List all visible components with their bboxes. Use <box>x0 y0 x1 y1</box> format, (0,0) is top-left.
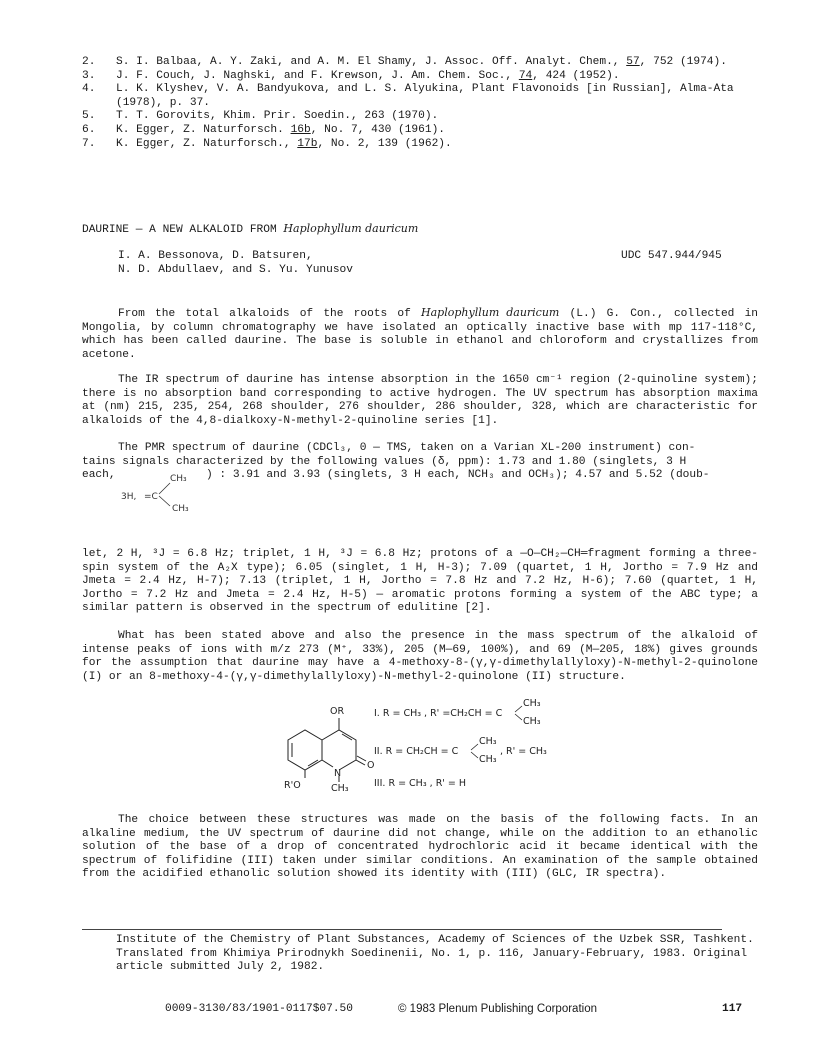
udc-code: UDC 547.944/945 <box>621 250 722 262</box>
ch3-label: CH₃ <box>523 716 541 727</box>
paragraph-conclusion: The choice between these structures was made on the basis of the following facts. In an alkaline medium, the UV spectrum of daurine did not change, while on the addition to an ethanolic solution of the base of a drop of concentrated hydrochloric acid it became identical with the spectrum of folifidine (III) taken under similar conditions. An examination of the sample obtained from the acidified ethanolic solution showed its identity with (III) (GLC, IR spectra). <box>82 814 758 881</box>
compound-iii-definition: III. R = CH₃ , R' = H <box>374 778 467 789</box>
ch3-label: CH₃ <box>172 504 189 514</box>
carbonyl-o-label: O <box>367 760 375 771</box>
quinolone-ring <box>288 718 366 782</box>
reference-number: 2. <box>82 56 96 68</box>
n-methyl-label: CH₃ <box>331 783 349 794</box>
reference-item <box>82 124 762 138</box>
reference-text: S. I. Balbaa, A. Y. Zaki, and A. M. El Shamy, J. Assoc. Off. Analyt. Chem., 57, 752 (1974). <box>116 56 727 68</box>
ch3-label: CH₃ <box>523 698 541 709</box>
footer-code: 0009-3130/83/1901-0117$07.50 <box>165 1003 353 1015</box>
compound-ii-definition: II. R = CH₂CH = C <box>374 746 459 757</box>
reference-text: J. F. Couch, J. Naghski, and F. Krewson, J. Am. Chem. Soc., 74, 424 (1952). <box>116 69 620 82</box>
paragraph-pmr-cont: let, 2 H, ³J = 6.8 Hz; triplet, 1 H, ³J = 6.8 Hz; protons of a —O—CH₂—CH═fragment forming a three-spin system of the A₂X type); 6.05 (singlet, 1 H, H-3); 7.09 (quartet, 1 H, Jortho = 7.9 Hz and Jmeta = 2.4 Hz, H-7); 7.13 (triplet, 1 H, Jortho = 7.8 Hz and 7.2 Hz, H-6); 7.60 (quartet, 1 H, Jortho = 7.2 Hz and Jmeta = 2.4 Hz, H-5) — aromatic protons forming a system of the ABC type; a similar pattern is observed in the spectrum of edulitine [2]. <box>82 548 758 615</box>
reference-number: 5. <box>82 110 96 123</box>
paragraph-intro: From the total alkaloids of the roots of Haplophyllum dauricum (L.) G. Con., collected in Mongolia, by column chromatography we have isolated an optically inactive base with mp 117-118°C, which has been called daurine. The base is soluble in ethanol and chloroform and crystallizes from acetone. <box>82 306 758 361</box>
footnote-divider <box>82 929 722 930</box>
pmr-line: The PMR spectrum of daurine (CDCl₃, 0 — TMS, taken on a Varian XL-200 instrument) con- <box>118 442 696 454</box>
reference-text: L. K. Klyshev, V. A. Bandyukova, and L. S. Alyukina, Plant Flavonoids [in Russian], Alma-Ata (1978), p. 37. <box>116 83 734 109</box>
reference-list <box>82 56 762 151</box>
reference-number: 7. <box>82 137 96 150</box>
or-label: OR <box>330 706 345 717</box>
footnote: Institute of the Chemistry of Plant Substances, Academy of Sciences of the Uzbek SSR, Tashkent. Translated from Khimiya Prirodnykh Soedinenii, No. 1, p. 116, January-February, 1983. Original article submitted July 2, 1982. <box>116 934 754 974</box>
ch3-label: CH₃ <box>479 754 497 765</box>
reference-text: K. Egger, Z. Naturforsch. 16b, No. 7, 430 (1961). <box>116 123 445 136</box>
quinolone-structure-figure <box>268 690 568 794</box>
footer-copyright: © 1983 Plenum Publishing Corporation <box>398 1003 597 1015</box>
ch3-label: CH₃ <box>170 474 187 484</box>
h3-label: 3H, <box>121 492 137 502</box>
isopropylidene-group <box>116 466 216 516</box>
ch3-label: CH₃ <box>479 736 497 747</box>
reference-item <box>82 70 762 84</box>
reference-item <box>82 138 762 152</box>
authors-line: N. D. Abdullaev, and S. Yu. Yunusov <box>118 263 353 276</box>
reference-number: 6. <box>82 123 96 136</box>
pmr-line: each, ) : 3.91 and 3.93 (singlets, 3 H each, NCH₃ and OCH₃); 4.57 and 5.52 (doub- <box>82 469 710 482</box>
reference-number: 4. <box>82 83 96 96</box>
compound-ii-r-prime: , R' = CH₃ <box>500 746 547 757</box>
authors-line: I. A. Bessonova, D. Batsuren, <box>118 250 313 262</box>
compound-i-definition: I. R = CH₃ , R' =CH₂CH = C <box>374 708 503 719</box>
reference-item <box>82 56 762 70</box>
reference-text: T. T. Gorovits, Khim. Prir. Soedin., 263 (1970). <box>116 110 439 123</box>
r-prime-o-label: R'O <box>284 780 301 791</box>
nitrogen-label: N <box>334 768 342 779</box>
article-title: DAURINE — A NEW ALKALOID FROM Haplophyllum dauricum <box>82 222 419 236</box>
page-number: 117 <box>722 1003 743 1015</box>
title-species: Haplophyllum dauricum <box>283 222 419 235</box>
reference-item <box>82 110 762 124</box>
paragraph-mass-spec: What has been stated above and also the presence in the mass spectrum of the alkaloid of intense peaks of ions with m/z 273 (M⁺, 33%), 205 (M—69, 100%), and 69 (M—205, 18%) gives grounds for the assumption that daurine may have a 4-methoxy-8-(γ,γ-dimethylallyloxy)-N-methyl-2-quinolone (I) or an 8-methoxy-4-(γ,γ-dimethylallyloxy)-N-methyl-2-quinolone (II) structure. <box>82 630 758 683</box>
author-list <box>118 250 353 277</box>
paragraph-ir-uv: The IR spectrum of daurine has intense absorption in the 1650 cm⁻¹ region (2-quinoline system); there is no absorption band corresponding to active hydrogen. The UV spectrum has absorption maxima at (nm) 215, 235, 254, 268 shoulder, 276 shoulder, 286 shoulder, 328, which are characteristic for alkaloids of the 4,8-dialkoxy-N-methyl-2-quinoline series [1]. <box>82 374 758 427</box>
reference-number: 3. <box>82 69 96 82</box>
eq-c-label: =C <box>144 492 158 502</box>
pmr-line: tains signals characterized by the following values (δ, ppm): 1.73 and 1.80 (singlets, 3 H <box>82 455 687 468</box>
reference-text: K. Egger, Z. Naturforsch., 17b, No. 2, 139 (1962). <box>116 137 452 150</box>
reference-item <box>82 83 762 110</box>
